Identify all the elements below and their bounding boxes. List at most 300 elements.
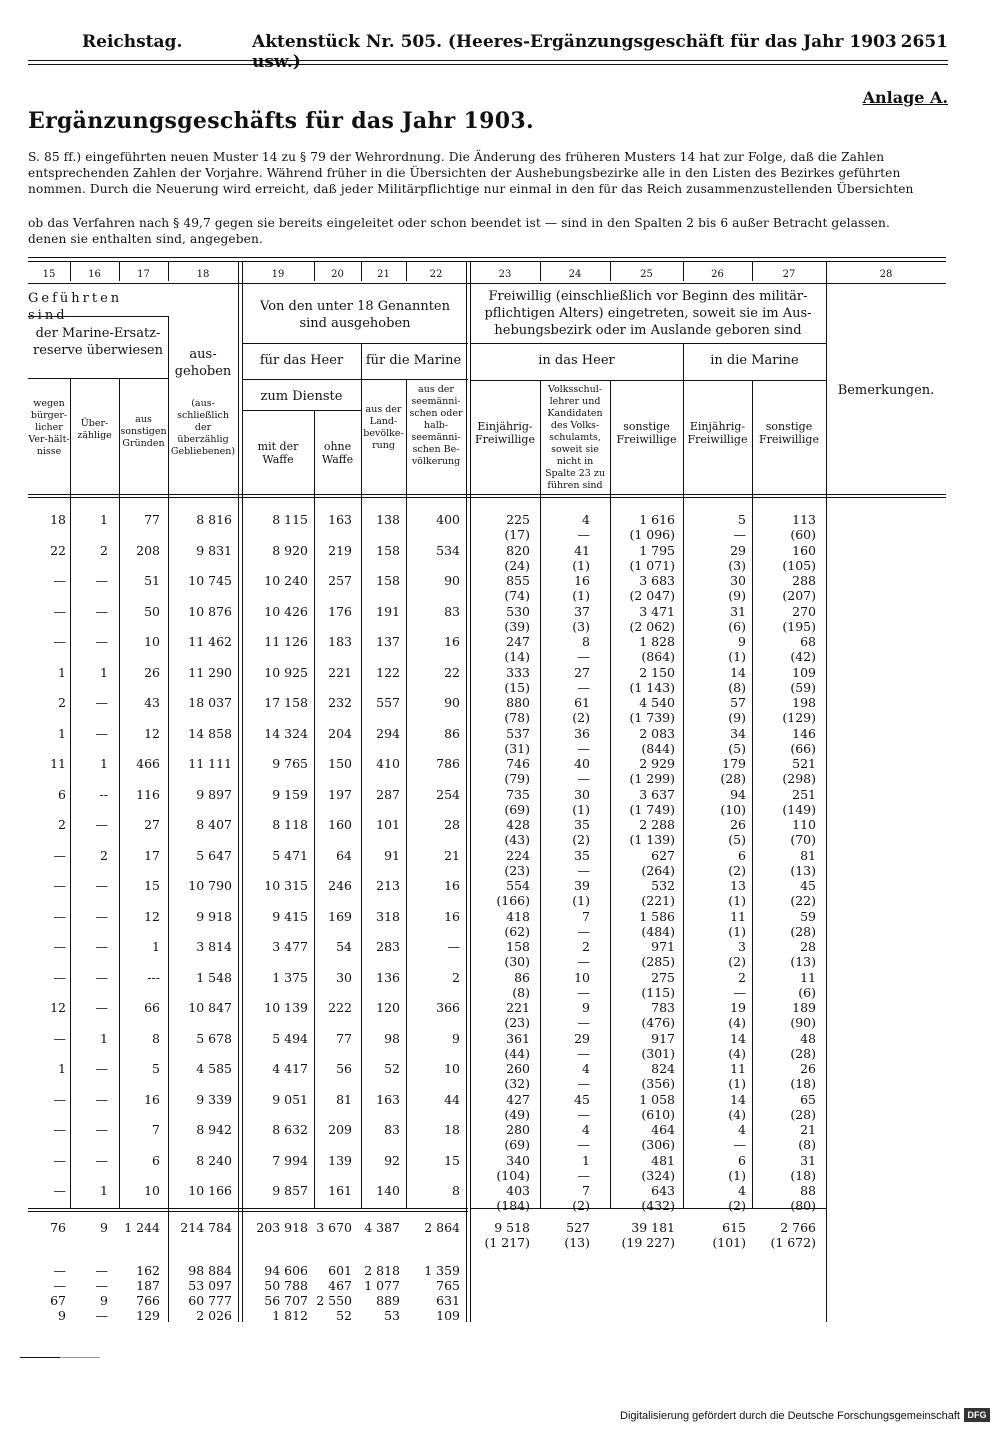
table-cell: (9) [728, 588, 746, 603]
table-cell: 3 477 [272, 939, 308, 954]
table-cell: — [95, 939, 108, 954]
table-cell: 14 [730, 1031, 746, 1046]
table-cell: (4) [728, 1046, 746, 1061]
table-rule [470, 380, 826, 381]
table-cell: 9 [100, 1293, 108, 1308]
table-cell: 4 [582, 1122, 590, 1137]
table-cell: — [53, 1122, 66, 1137]
table-rule [242, 379, 468, 380]
table-cell: (28) [720, 771, 746, 786]
table-cell: 8 115 [272, 512, 308, 527]
table-cell: (15) [504, 680, 530, 695]
table-cell: 43 [144, 695, 160, 710]
table-cell: 4 [738, 1122, 746, 1137]
table-cell: 16 [444, 634, 460, 649]
table-cell: (70) [790, 832, 816, 847]
table-cell: 12 [144, 726, 160, 741]
header-left: Reichstag. [82, 32, 183, 52]
table-cell: (1) [728, 649, 746, 664]
table-cell: (864) [641, 649, 675, 664]
table-cell: 225 [506, 512, 530, 527]
table-cell: 10 240 [264, 573, 308, 588]
table-cell: 57 [730, 695, 746, 710]
table-cell: (9) [728, 710, 746, 725]
table-cell: 110 [792, 817, 816, 832]
total-cell: 3 670 [316, 1220, 352, 1235]
table-cell: (24) [504, 558, 530, 573]
table-vline [314, 410, 315, 1208]
table-cell: 158 [376, 573, 400, 588]
table-cell: 2 [100, 543, 108, 558]
table-cell: (43) [504, 832, 530, 847]
table-cell: — [577, 680, 590, 695]
col-number: 16 [88, 269, 101, 280]
table-cell: — [95, 634, 108, 649]
table-cell: (14) [504, 649, 530, 664]
table-cell: (298) [782, 771, 816, 786]
intro-line: entsprechenden Zahlen der Vorjahre. Während früher in die Übersichten der Aushebungsbezirke alle in den Listen des Bezirkes geführten [28, 166, 901, 180]
table-cell: (1) [728, 1168, 746, 1183]
table-cell: 53 [384, 1308, 400, 1323]
col-number: 15 [42, 269, 56, 280]
table-cell: 2 [58, 817, 66, 832]
table-cell: 11 290 [188, 665, 232, 680]
table-cell: 90 [444, 695, 460, 710]
table-cell: — [53, 939, 66, 954]
table-cell: — [577, 863, 590, 878]
table-cell: 12 [144, 909, 160, 924]
table-cell: 35 [574, 848, 590, 863]
table-cell: (8) [798, 1137, 816, 1152]
table-cell: (1) [728, 924, 746, 939]
table-cell: 3 471 [639, 604, 675, 619]
table-cell: 8 [452, 1183, 460, 1198]
table-vline [238, 261, 239, 1322]
table-cell: (2) [572, 832, 590, 847]
table-cell: 1 [100, 512, 108, 527]
table-cell: 81 [800, 848, 816, 863]
table-cell: (6) [728, 619, 746, 634]
table-cell: 39 [574, 878, 590, 893]
table-cell: (3) [572, 619, 590, 634]
table-cell: (10) [720, 802, 746, 817]
header-mit-waffe: mit der Waffe [257, 440, 299, 466]
table-cell: 766 [136, 1293, 160, 1308]
table-cell: 50 [144, 604, 160, 619]
table-rule [28, 497, 946, 498]
table-cell: (1 139) [629, 832, 675, 847]
table-cell: 94 606 [264, 1263, 308, 1278]
table-cell: 6 [58, 787, 66, 802]
header-volksschul: Volksschul-lehrer und Kandidaten des Volks-schulamts, soweit sie nicht in Spalte 23 zu führen sind [545, 384, 605, 491]
table-cell: 8 240 [196, 1153, 232, 1168]
table-cell: 2 [452, 970, 460, 985]
header-ausgehoben: aus-gehoben [174, 347, 232, 379]
total-cell: (1 217) [484, 1235, 530, 1250]
table-cell: (23) [504, 1015, 530, 1030]
table-cell: 247 [506, 634, 530, 649]
header-einj-marine: Einjährig-Freiwillige [687, 420, 748, 446]
header-freiwillig: Freiwillig (einschließlich vor Beginn des militär-pflichtigen Alters) eingetreten, soweit sie im Aus-hebungsbezirk oder im Auslande geboren sind [484, 289, 812, 338]
table-cell: 9 051 [272, 1092, 308, 1107]
table-cell: 67 [50, 1293, 66, 1308]
table-cell: — [95, 604, 108, 619]
table-rule [242, 343, 468, 344]
table-cell: 3 683 [639, 573, 675, 588]
table-cell: 163 [328, 512, 352, 527]
table-cell: (69) [504, 802, 530, 817]
table-cell: 1 [152, 939, 160, 954]
table-cell: — [577, 1046, 590, 1061]
table-cell: (207) [782, 588, 816, 603]
table-cell: 98 [384, 1031, 400, 1046]
table-cell: 10 426 [264, 604, 308, 619]
table-cell: 77 [336, 1031, 352, 1046]
table-cell: 10 876 [188, 604, 232, 619]
table-cell: 19 [730, 1000, 746, 1015]
table-cell: 59 [800, 909, 816, 924]
table-cell: 534 [436, 543, 460, 558]
table-cell: 138 [376, 512, 400, 527]
table-cell: — [95, 817, 108, 832]
table-cell: 11 [730, 1061, 746, 1076]
table-cell: 204 [328, 726, 352, 741]
header-gefuehrten: Geführten sind [28, 291, 123, 323]
table-cell: 16 [444, 909, 460, 924]
col-number: 24 [568, 269, 582, 280]
table-vline [466, 261, 467, 1322]
table-cell: 66 [144, 1000, 160, 1015]
total-cell: (101) [712, 1235, 746, 1250]
table-cell: 1 359 [424, 1263, 460, 1278]
table-cell: (18) [790, 1076, 816, 1091]
table-cell: 64 [336, 848, 352, 863]
table-cell: 158 [376, 543, 400, 558]
table-cell: (2) [728, 863, 746, 878]
table-cell: 158 [506, 939, 530, 954]
table-cell: 31 [800, 1153, 816, 1168]
table-cell: 183 [328, 634, 352, 649]
table-cell: 631 [436, 1293, 460, 1308]
table-vline [406, 379, 407, 1208]
intro-line: nommen. Durch die Neuerung wird erreicht, daß jeder Militärpflichtige nur einmal in den für das Reich zusammenzustellenden Übersichten [28, 182, 914, 196]
table-cell: 161 [328, 1183, 352, 1198]
table-cell: 10 [144, 634, 160, 649]
table-cell: — [53, 1183, 66, 1198]
table-cell: (195) [782, 619, 816, 634]
table-cell: 28 [800, 939, 816, 954]
table-cell: 28 [444, 817, 460, 832]
table-cell: (306) [641, 1137, 675, 1152]
table-cell: (28) [790, 1107, 816, 1122]
table-cell: (28) [790, 1046, 816, 1061]
table-cell: 9 897 [196, 787, 232, 802]
table-cell: (39) [504, 619, 530, 634]
table-cell: 3 814 [196, 939, 232, 954]
table-cell: 187 [136, 1278, 160, 1293]
table-cell: (80) [790, 1198, 816, 1213]
table-vline [242, 261, 243, 1322]
table-cell: 109 [792, 665, 816, 680]
table-cell: 287 [376, 787, 400, 802]
table-cell: 251 [792, 787, 816, 802]
table-cell: 270 [792, 604, 816, 619]
header-von-den: Von den unter 18 Genannten sind ausgehoben [260, 299, 450, 331]
table-cell: 54 [336, 939, 352, 954]
intro-line: S. 85 ff.) eingeführten neuen Muster 14 zu § 79 der Wehrordnung. Die Änderung des früheren Musters 14 hat zur Folge, daß die Zahlen [28, 150, 885, 164]
table-cell: 11 [730, 909, 746, 924]
total-cell: 4 387 [364, 1220, 400, 1235]
table-cell: (30) [504, 954, 530, 969]
table-cell: — [577, 924, 590, 939]
col-number: 18 [196, 269, 210, 280]
table-cell: 333 [506, 665, 530, 680]
table-cell: — [577, 649, 590, 664]
table-cell: 880 [506, 695, 530, 710]
footnote-rule [60, 1357, 100, 1358]
table-cell: 9 [738, 634, 746, 649]
total-cell: 527 [566, 1220, 590, 1235]
table-cell: (6) [798, 985, 816, 1000]
table-cell: 17 158 [264, 695, 308, 710]
table-cell: 260 [506, 1061, 530, 1076]
table-cell: 36 [574, 726, 590, 741]
table-cell: 140 [376, 1183, 400, 1198]
table-cell: 917 [651, 1031, 675, 1046]
total-cell: 615 [722, 1220, 746, 1235]
table-cell: 31 [730, 604, 746, 619]
table-cell: — [577, 1137, 590, 1152]
table-cell: (2) [728, 1198, 746, 1213]
digitization-credit: Digitalisierung gefördert durch die Deutsche Forschungsgemeinschaft [620, 1410, 960, 1422]
table-cell: (104) [496, 1168, 530, 1183]
header-bemerkungen: Bemerkungen. [837, 383, 935, 398]
table-cell: — [53, 848, 66, 863]
table-cell: (2) [572, 1198, 590, 1213]
table-cell: (79) [504, 771, 530, 786]
table-cell: 90 [444, 573, 460, 588]
table-cell: 8 632 [272, 1122, 308, 1137]
table-cell: 4 [582, 1061, 590, 1076]
table-cell: (66) [790, 741, 816, 756]
table-cell: 6 [738, 848, 746, 863]
table-cell: 160 [792, 543, 816, 558]
table-cell: 7 994 [272, 1153, 308, 1168]
table-cell: — [95, 1278, 108, 1293]
table-cell: (610) [641, 1107, 675, 1122]
table-cell: 86 [514, 970, 530, 985]
table-cell: (1 749) [629, 802, 675, 817]
header-sonst-heer: sonstige Freiwillige [616, 420, 677, 446]
table-cell: 45 [574, 1092, 590, 1107]
table-cell: (1) [728, 893, 746, 908]
table-cell: 855 [506, 573, 530, 588]
table-cell: 45 [800, 878, 816, 893]
total-cell: 203 918 [256, 1220, 308, 1235]
table-cell: 4 585 [196, 1061, 232, 1076]
table-cell: 232 [328, 695, 352, 710]
page-number: 2651 [900, 32, 948, 52]
header-wegen: wegen bürger-licher Ver-hält-nisse [28, 398, 70, 457]
table-cell: (2) [728, 954, 746, 969]
table-cell: (18) [790, 1168, 816, 1183]
table-cell: (1 096) [629, 527, 675, 542]
table-cell: (90) [790, 1015, 816, 1030]
table-cell: 18 [444, 1122, 460, 1137]
col-number: 28 [879, 269, 893, 280]
table-cell: — [733, 527, 746, 542]
table-cell: (356) [641, 1076, 675, 1091]
table-cell: 9 918 [196, 909, 232, 924]
table-cell: 530 [506, 604, 530, 619]
table-cell: — [95, 573, 108, 588]
footnote-rule [20, 1357, 60, 1358]
table-cell: 5 [152, 1061, 160, 1076]
table-cell: (59) [790, 680, 816, 695]
total-cell: (19 227) [621, 1235, 675, 1250]
table-cell: 122 [376, 665, 400, 680]
dfg-logo: DFG [964, 1408, 990, 1422]
table-cell: — [95, 1122, 108, 1137]
table-vline [610, 380, 611, 1208]
table-cell: 22 [50, 543, 66, 558]
table-cell: 22 [444, 665, 460, 680]
table-cell: 2 929 [639, 756, 675, 771]
col-number: 25 [640, 269, 653, 280]
table-cell: 1 812 [272, 1308, 308, 1323]
table-rule [28, 1208, 468, 1209]
table-cell: (432) [641, 1198, 675, 1213]
table-cell: (28) [790, 924, 816, 939]
table-cell: 10 847 [188, 1000, 232, 1015]
table-cell: (1 071) [629, 558, 675, 573]
table-cell: 5 647 [196, 848, 232, 863]
table-cell: (49) [504, 1107, 530, 1122]
table-cell: 889 [376, 1293, 400, 1308]
table-cell: 1 375 [272, 970, 308, 985]
table-cell: (31) [504, 741, 530, 756]
table-cell: 120 [376, 1000, 400, 1015]
table-cell: 9 339 [196, 1092, 232, 1107]
table-cell: (1) [572, 802, 590, 817]
table-cell: 557 [376, 695, 400, 710]
table-cell: (1 143) [629, 680, 675, 695]
table-cell: 2 [100, 848, 108, 863]
table-cell: 169 [328, 909, 352, 924]
table-cell: 481 [651, 1153, 675, 1168]
table-cell: 1 616 [639, 512, 675, 527]
table-cell: 820 [506, 543, 530, 558]
table-cell: 14 [730, 1092, 746, 1107]
table-rule [28, 378, 168, 379]
table-cell: (13) [790, 863, 816, 878]
table-cell: 410 [376, 756, 400, 771]
table-cell: 7 [582, 909, 590, 924]
table-cell: 34 [730, 726, 746, 741]
table-cell: 50 788 [264, 1278, 308, 1293]
table-cell: 10 925 [264, 665, 308, 680]
table-cell: 160 [328, 817, 352, 832]
table-cell: 6 [738, 1153, 746, 1168]
table-cell: 61 [574, 695, 590, 710]
table-cell: — [577, 1076, 590, 1091]
table-cell: 40 [574, 756, 590, 771]
table-cell: 366 [436, 1000, 460, 1015]
table-rule [28, 494, 946, 495]
table-cell: 5 494 [272, 1031, 308, 1046]
table-cell: — [53, 1092, 66, 1107]
table-cell: 29 [730, 543, 746, 558]
table-cell: 37 [574, 604, 590, 619]
table-cell: — [53, 1153, 66, 1168]
table-cell: 16 [144, 1092, 160, 1107]
table-cell: 221 [328, 665, 352, 680]
table-cell: 1 586 [639, 909, 675, 924]
table-cell: 8 920 [272, 543, 308, 558]
table-cell: 53 097 [188, 1278, 232, 1293]
table-cell: 88 [800, 1183, 816, 1198]
table-cell: 224 [506, 848, 530, 863]
table-cell: 1 795 [639, 543, 675, 558]
total-cell: 39 181 [631, 1220, 675, 1235]
page-title: Ergänzungsgeschäfts für das Jahr 1903. [28, 108, 534, 134]
table-cell: (5) [728, 741, 746, 756]
table-cell: 466 [136, 756, 160, 771]
table-cell: 48 [800, 1031, 816, 1046]
table-cell: 191 [376, 604, 400, 619]
table-cell: --- [147, 970, 160, 985]
table-cell: 52 [336, 1308, 352, 1323]
table-cell: 219 [328, 543, 352, 558]
table-cell: 4 [738, 1183, 746, 1198]
table-cell: 27 [144, 817, 160, 832]
table-cell: 5 471 [272, 848, 308, 863]
table-cell: 56 [336, 1061, 352, 1076]
table-cell: (13) [790, 954, 816, 969]
table-cell: 254 [436, 787, 460, 802]
table-cell: 11 [50, 756, 66, 771]
header-zum-dienste: zum Dienste [260, 389, 343, 404]
table-cell: (1) [572, 893, 590, 908]
table-cell: 10 745 [188, 573, 232, 588]
table-cell: 83 [444, 604, 460, 619]
table-cell: — [95, 1308, 108, 1323]
table-cell: 30 [730, 573, 746, 588]
table-cell: 8 816 [196, 512, 232, 527]
table-cell: 257 [328, 573, 352, 588]
table-cell: 98 884 [188, 1263, 232, 1278]
table-cell: 11 462 [188, 634, 232, 649]
table-cell: 1 [58, 665, 66, 680]
table-rule [28, 257, 946, 258]
table-cell: 418 [506, 909, 530, 924]
table-cell: 9 831 [196, 543, 232, 558]
table-cell: 221 [506, 1000, 530, 1015]
table-cell: 27 [574, 665, 590, 680]
table-cell: — [95, 909, 108, 924]
table-cell: 9 [452, 1031, 460, 1046]
table-cell: 5 678 [196, 1031, 232, 1046]
table-cell: — [95, 695, 108, 710]
table-cell: 60 777 [188, 1293, 232, 1308]
table-cell: 318 [376, 909, 400, 924]
table-cell: 2 [58, 695, 66, 710]
table-cell: (78) [504, 710, 530, 725]
table-cell: — [577, 1107, 590, 1122]
total-cell: 2 766 [780, 1220, 816, 1235]
table-cell: -- [99, 787, 108, 802]
table-cell: 1 077 [364, 1278, 400, 1293]
